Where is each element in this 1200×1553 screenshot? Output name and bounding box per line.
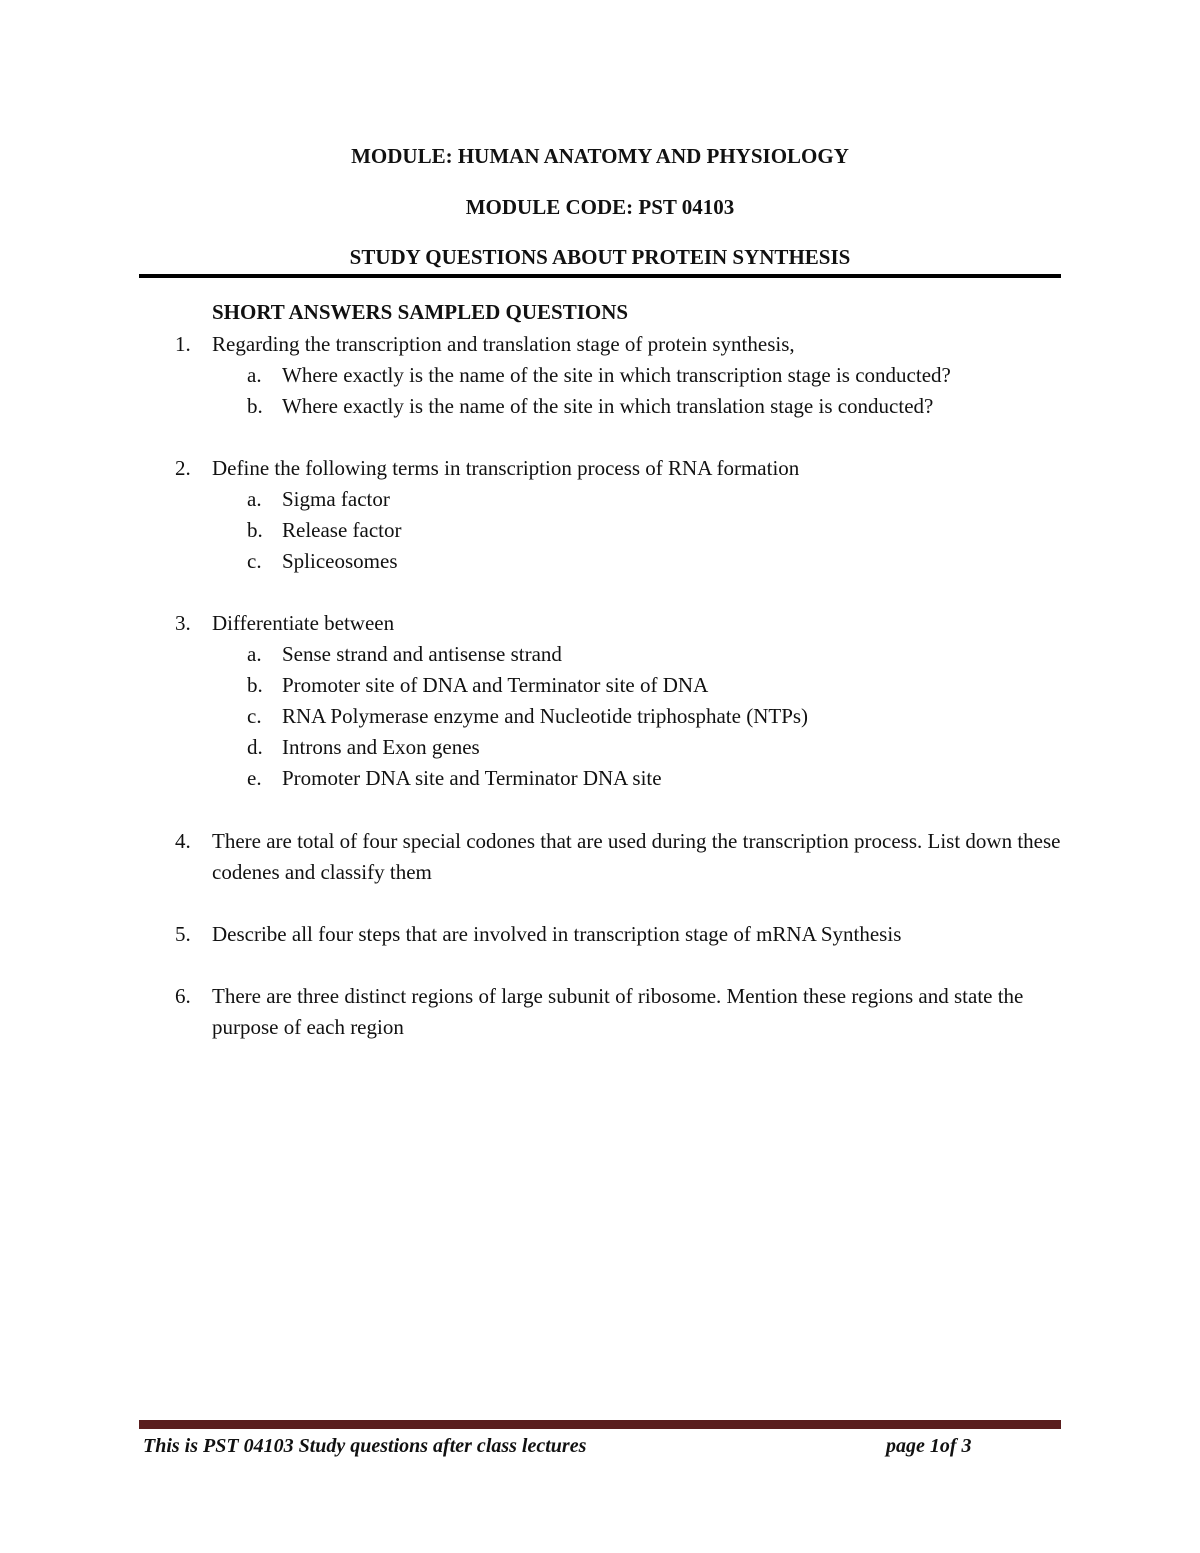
sub-question-letter: b.	[247, 673, 263, 697]
sub-question	[247, 732, 1065, 763]
question-5	[175, 919, 1065, 950]
sub-question-text: Sigma factor	[282, 487, 390, 511]
sub-question	[247, 639, 1065, 670]
sub-question-letter: a.	[247, 642, 262, 666]
question-number: 2.	[175, 456, 191, 480]
sub-question	[247, 391, 1065, 422]
question-text: Regarding the transcription and translation stage of protein synthesis,	[212, 332, 795, 356]
sub-question-letter: b.	[247, 518, 263, 542]
sub-question	[247, 515, 1065, 546]
question-text: Define the following terms in transcription process of RNA formation	[212, 456, 800, 480]
sub-question-text: Spliceosomes	[282, 549, 398, 573]
question-2	[175, 453, 1065, 577]
sub-question	[247, 763, 1065, 794]
question-1	[175, 329, 1065, 422]
sub-question-letter: c.	[247, 704, 262, 728]
sub-question-text: Promoter site of DNA and Terminator site of DNA	[282, 673, 709, 697]
section-title: SHORT ANSWERS SAMPLED QUESTIONS	[212, 300, 629, 324]
question-text: There are three distinct regions of large subunit of ribosome. Mention these regions and state the purpose of each region	[212, 984, 1024, 1039]
sub-question-text: Sense strand and antisense strand	[282, 642, 562, 666]
sub-question	[247, 484, 1065, 515]
sub-question-letter: e.	[247, 766, 262, 790]
question-4	[175, 826, 1065, 888]
question-text: Describe all four steps that are involved in transcription stage of mRNA Synthesis	[212, 922, 902, 946]
question-3	[175, 608, 1065, 794]
sub-question-text: Promoter DNA site and Terminator DNA site	[282, 766, 662, 790]
module-code: MODULE CODE: PST 04103	[465, 195, 735, 219]
page-number: page 1of 3	[886, 1435, 972, 1457]
document-title: STUDY QUESTIONS ABOUT PROTEIN SYNTHESIS	[349, 245, 851, 269]
question-number: 6.	[175, 984, 191, 1008]
sub-question	[247, 701, 1065, 732]
sub-question-letter: a.	[247, 363, 262, 387]
question-text: Differentiate between	[212, 611, 395, 635]
question-number: 1.	[175, 332, 191, 356]
sub-question-letter: a.	[247, 487, 262, 511]
sub-question-text: Release factor	[282, 518, 402, 542]
module-title: MODULE: HUMAN ANATOMY AND PHYSIOLOGY	[351, 144, 849, 168]
footer-caption: This is PST 04103 Study questions after class lectures	[143, 1435, 587, 1457]
sub-question-text: Introns and Exon genes	[282, 735, 480, 759]
footer-divider	[139, 1420, 1061, 1429]
sub-question-text: Where exactly is the name of the site in which translation stage is conducted?	[282, 394, 934, 418]
question-number: 4.	[175, 829, 191, 853]
sub-question	[247, 670, 1065, 701]
question-number: 5.	[175, 922, 191, 946]
question-6	[175, 981, 1065, 1043]
question-text: There are total of four special codones that are used during the transcription process. List down these codenes and classify them	[212, 829, 1061, 884]
question-number: 3.	[175, 611, 191, 635]
sub-question-letter: d.	[247, 735, 263, 759]
sub-question-letter: c.	[247, 549, 262, 573]
sub-question	[247, 360, 1065, 391]
sub-question-text: RNA Polymerase enzyme and Nucleotide triphosphate (NTPs)	[282, 704, 809, 728]
header-divider	[139, 274, 1061, 278]
sub-question	[247, 546, 1065, 577]
sub-question-text: Where exactly is the name of the site in which transcription stage is conducted?	[282, 363, 951, 387]
sub-question-letter: b.	[247, 394, 263, 418]
